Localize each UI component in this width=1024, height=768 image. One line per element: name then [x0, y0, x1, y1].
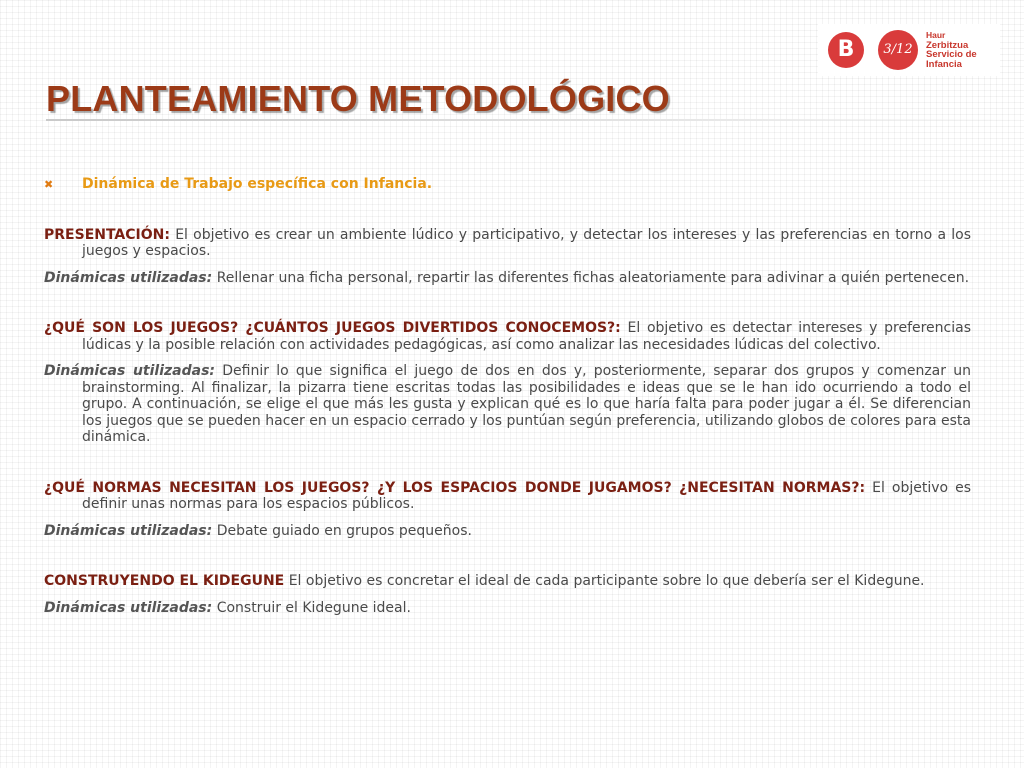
section-presentacion: PRESENTACIÓN: El objetivo es crear un ambiente lúdico y participativo, y detectar los intereses y las preferencias en torno a los juegos y espacios. — [44, 226, 971, 259]
b-logo-icon: B — [828, 32, 864, 68]
section-kidegune-dinamicas: Dinámicas utilizadas: Construir el Kidegune ideal. — [44, 599, 411, 616]
logo-line: Haur — [926, 30, 946, 40]
section-kidegune: CONSTRUYENDO EL KIDEGUNE El objetivo es concretar el ideal de cada participante sobre lo que debería ser el Kidegune. — [44, 573, 925, 589]
logo-line: Zerbitzua — [926, 39, 969, 51]
section-presentacion-dinamicas: Dinámicas utilizadas: Rellenar una ficha personal, repartir las diferentes fichas aleatoriamente para adivinar a quién pertenecen. — [44, 269, 970, 286]
logo-line: Servicio de — [926, 49, 977, 60]
section-normas-dinamicas: Dinámicas utilizadas: Debate guiado en grupos pequeños. — [44, 522, 472, 539]
logo-line: Infancia — [926, 58, 962, 70]
section-juegos: ¿QUÉ SON LOS JUEGOS? ¿CUÁNTOS JUEGOS DIVERTIDOS CONOCEMOS?: El objetivo es detectar intereses y preferencias lúdicas y la posible relación con actividades pedagógicas, así como analizar las necesidades lúdicas del colectivo. — [44, 320, 972, 353]
page-title: PLANTEAMIENTO METODOLÓGICO — [46, 78, 670, 119]
section-normas: ¿QUÉ NORMAS NECESITAN LOS JUEGOS? ¿Y LOS ESPACIOS DONDE JUGAMOS? ¿NECESITAN NORMAS?: El objetivo es definir unas normas para los espacios públicos. — [44, 479, 972, 512]
bullet-item: ✖ Dinámica de Trabajo específica con Infancia. — [44, 176, 433, 192]
logo — [818, 24, 1000, 76]
title-divider — [46, 119, 1024, 121]
cross-bullet-icon: ✖ — [44, 178, 54, 191]
three-twelve-badge: 3/12 — [878, 30, 918, 70]
section-juegos-dinamicas: Dinámicas utilizadas: Definir lo que significa el juego de dos en dos y, posteriormente, separar dos grupos y comenzar un brainstorming. Al finalizar, la pizarra tiene escritas todas las posibilidades e ideas que se le han ido ocurriendo a todo el grupo. A continuación, se elige el que más les gusta y explican qué es lo que haría falta para poder jugar a él. Se diferencian los juegos que se pueden hacer en un espacio cerrado y los puntúan según preferencia, utilizando globos de colores para esta dinámica. — [44, 363, 971, 445]
slide-content — [44, 176, 971, 616]
logo-text — [926, 31, 977, 69]
